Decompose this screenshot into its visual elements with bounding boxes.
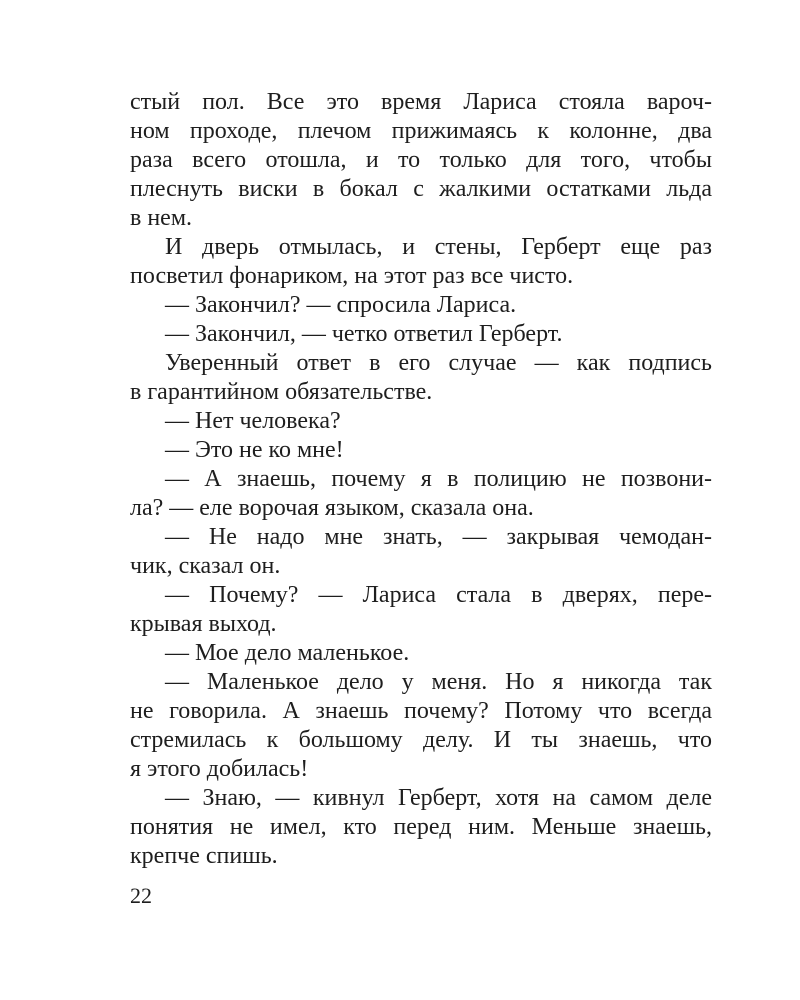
text-line: я этого добилась! [130, 756, 309, 782]
page-number: 22 [130, 883, 152, 908]
text-line: И дверь отмылась, и стены, Герберт еще раз [165, 234, 712, 260]
text-line: — Знаю, — кивнул Герберт, хотя на самом деле [165, 785, 712, 811]
text-line: понятия не имел, кто перед ним. Меньше знаешь, [130, 814, 712, 840]
text-line: ла? — еле ворочая языком, сказала она. [130, 495, 534, 521]
text-line: чик, сказал он. [130, 553, 281, 579]
text-line: — Нет человека? [165, 408, 341, 434]
text-line: — Маленькое дело у меня. Но я никогда так [165, 669, 712, 695]
text-line: — Мое дело маленькое. [165, 640, 410, 666]
text-line: ном проходе, плечом прижимаясь к колонне, два [130, 118, 712, 144]
body-text [130, 88, 712, 871]
text-line: стремилась к большому делу. И ты знаешь, что [130, 727, 712, 753]
text-line: Уверенный ответ в его случае — как подпись [165, 350, 712, 376]
text-line: плеснуть виски в бокал с жалкими остатками льда [130, 176, 712, 202]
text-line: крывая выход. [130, 611, 277, 637]
text-line: — Закончил? — спросила Лариса. [165, 292, 517, 318]
text-line: стый пол. Все это время Лариса стояла вароч- [130, 89, 712, 115]
text-line: — А знаешь, почему я в полицию не позвони- [165, 466, 712, 492]
text-line: не говорила. А знаешь почему? Потому что всегда [130, 698, 712, 724]
text-line: посветил фонариком, на этот раз все чисто. [130, 263, 574, 289]
text-line: — Не надо мне знать, — закрывая чемодан- [165, 524, 712, 550]
text-line: — Закончил, — четко ответил Герберт. [165, 321, 563, 347]
text-line: раза всего отошла, и то только для того, чтобы [130, 147, 712, 173]
text-line: — Почему? — Лариса стала в дверях, пере- [165, 582, 712, 608]
text-line: крепче спишь. [130, 843, 278, 869]
text-line: в гарантийном обязательстве. [130, 379, 433, 405]
text-line: — Это не ко мне! [165, 437, 344, 463]
text-line: в нем. [130, 205, 193, 231]
